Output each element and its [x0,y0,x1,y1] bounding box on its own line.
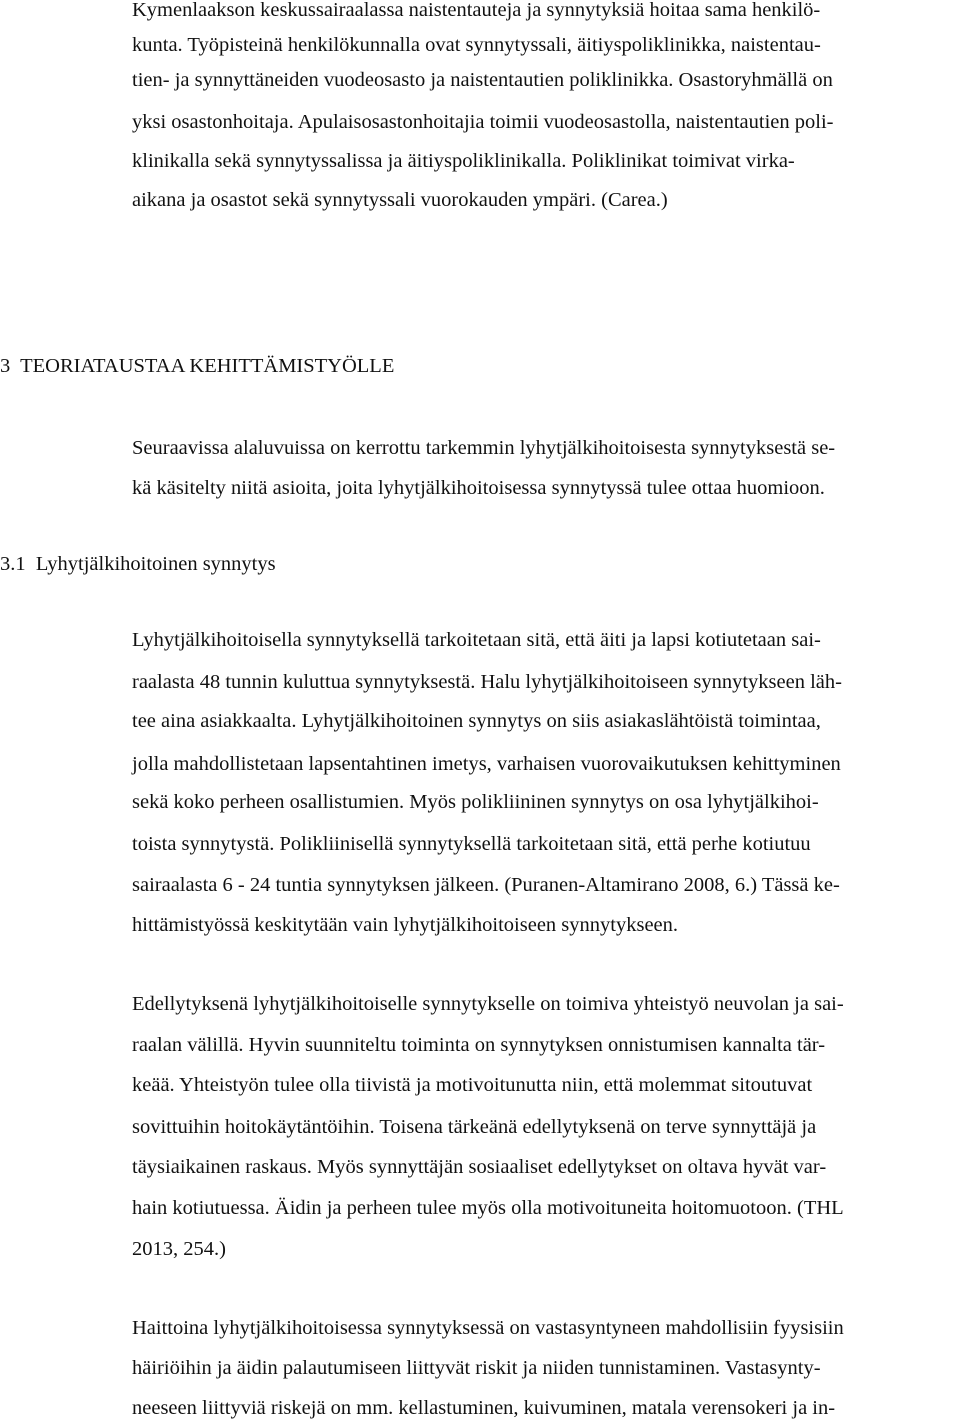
text-line: toista synnytystä. Polikliinisellä synnytyksellä tarkoitetaan sitä, että perhe kotiutuu [132,833,811,855]
text-line: hittämistyössä keskitytään vain lyhytjälkihoitoiseen synnytykseen. [132,914,679,936]
text-line: jolla mahdollistetaan lapsentahtinen imetys, varhaisen vuorovaikutuksen kehittyminen [132,753,841,775]
text-line: Lyhytjälkihoitoisella synnytyksellä tarkoitetaan sitä, että äiti ja lapsi kotiutetaan sai- [132,629,821,651]
text-line: Kymenlaakson keskussairaalassa naistentauteja ja synnytyksiä hoitaa sama henkilö- [132,0,821,21]
subsection-heading: 3.1 Lyhytjälkihoitoinen synnytys [0,553,276,575]
text-line: 2013, 254.) [132,1238,226,1260]
text-line: täysiaikainen raskaus. Myös synnyttäjän sosiaaliset edellytykset on oltava hyvät var- [132,1156,827,1178]
section-heading: 3 TEORIATAUSTAA KEHITTÄMISTYÖLLE [0,355,395,377]
text-line: neeseen liittyviä riskejä on mm. kellastuminen, kuivuminen, matala verensokeri ja in- [132,1397,836,1419]
text-line: Haittoina lyhytjälkihoitoisessa synnytyksessä on vastasyntyneen mahdollisiin fyysisiin [132,1317,844,1339]
text-line: raalan välillä. Hyvin suunniteltu toiminta on synnytyksen onnistumisen kannalta tär- [132,1034,826,1056]
text-line: Seuraavissa alaluvuissa on kerrottu tarkemmin lyhytjälkihoitoisesta synnytyksestä se- [132,437,836,459]
text-line: aikana ja osastot sekä synnytyssali vuorokauden ympäri. (Carea.) [132,189,668,211]
text-line: yksi osastonhoitaja. Apulaisosastonhoitajia toimii vuodeosastolla, naistentautien poli- [132,111,834,133]
text-line: raalasta 48 tunnin kuluttua synnytyksestä. Halu lyhytjälkihoitoiseen synnytykseen läh- [132,671,842,693]
text-line: sekä koko perheen osallistumien. Myös polikliininen synnytys on osa lyhytjälkihoi- [132,791,819,813]
text-line: häiriöihin ja äidin palautumiseen liittyvät riskit ja niiden tunnistaminen. Vastasynty- [132,1357,821,1379]
text-line: kunta. Työpisteinä henkilökunnalla ovat synnytyssali, äitiyspoliklinikka, naistentau- [132,34,821,56]
text-line: hain kotiutuessa. Äidin ja perheen tulee myös olla motivoituneita hoitomuotoon. (THL [132,1197,844,1219]
text-line: sairaalasta 6 - 24 tuntia synnytyksen jälkeen. (Puranen-Altamirano 2008, 6.) Tässä ke- [132,874,840,896]
text-line: tee aina asiakkaalta. Lyhytjälkihoitoinen synnytys on siis asiakaslähtöistä toimintaa, [132,710,821,732]
text-line: kä käsitelty niitä asioita, joita lyhytjälkihoitoisessa synnytyssä tulee ottaa huomioon. [132,477,825,499]
text-line: tien- ja synnyttäneiden vuodeosasto ja naistentautien poliklinikka. Osastoryhmällä on [132,69,833,91]
text-line: Edellytyksenä lyhytjälkihoitoiselle synnytykselle on toimiva yhteistyö neuvolan ja sai- [132,993,844,1015]
text-line: klinikalla sekä synnytyssalissa ja äitiyspoliklinikalla. Poliklinikat toimivat virka- [132,150,795,172]
text-line: keää. Yhteistyön tulee olla tiivistä ja motivoitunutta niin, että molemmat sitoutuvat [132,1074,813,1096]
text-line: sovittuihin hoitokäytäntöihin. Toisena tärkeänä edellytyksenä on terve synnyttäjä ja [132,1116,817,1138]
